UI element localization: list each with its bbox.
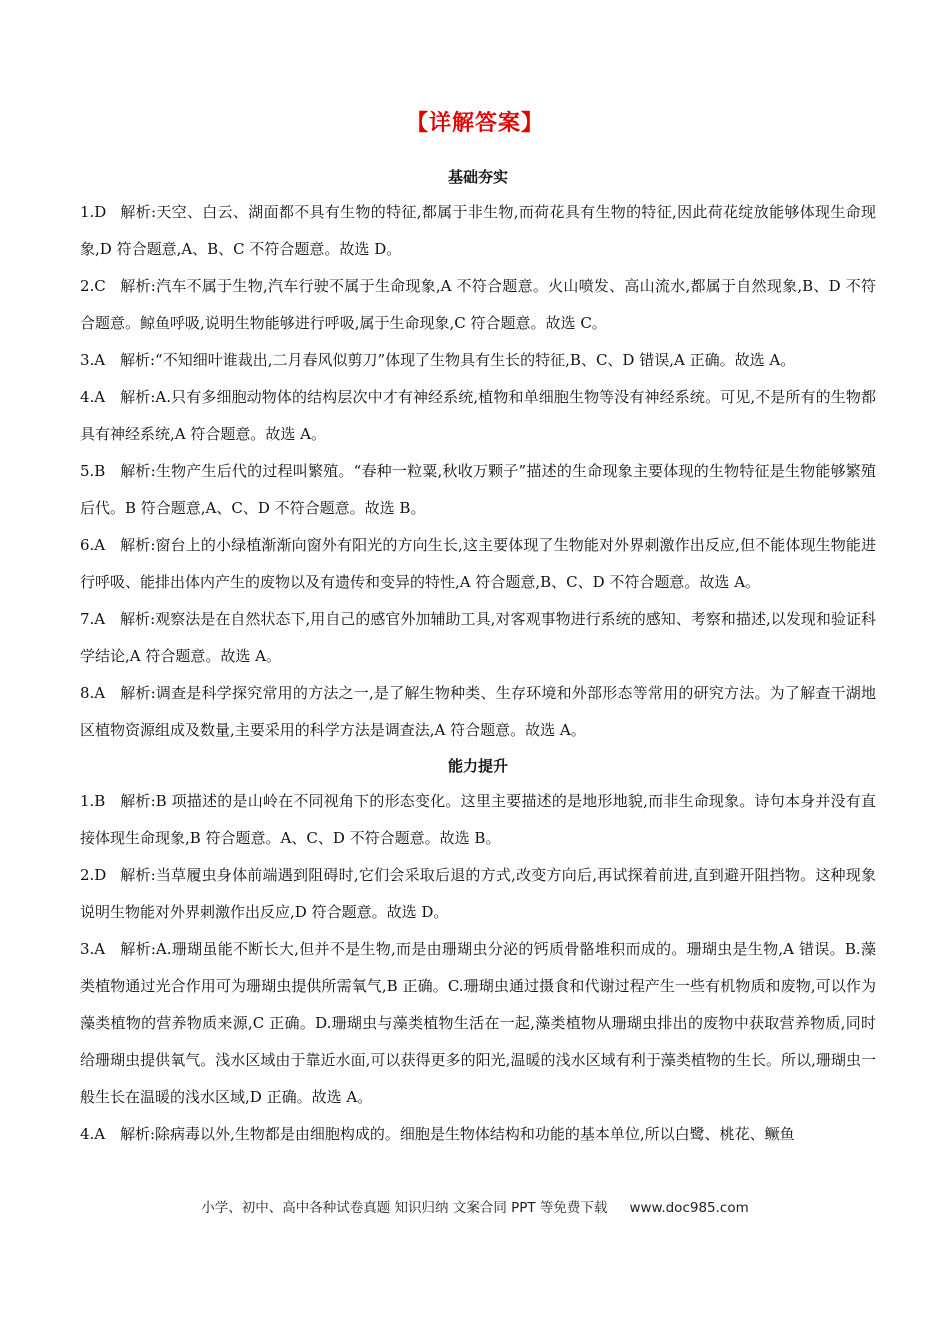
answer-text: 解析:天空、白云、湖面都不具有生物的特征,都属于非生物,而荷花具有生物的特征,因此荷花绽放能够体现生命现象,D 符合题意,A、B、C 不符合题意。故选 D。 [80, 203, 876, 258]
section-basic [80, 160, 876, 749]
answer-text: 解析:“不知细叶谁裁出,二月春风似剪刀”体现了生物具有生长的特征,B、C、D 错误,A 正确。故选 A。 [120, 351, 796, 369]
section-heading: 基础夯实 [447, 168, 508, 186]
answer-number: 1.D [80, 203, 107, 221]
answer-number: 4.A [80, 1125, 106, 1143]
answer-text: 解析:观察法是在自然状态下,用自己的感官外加辅助工具,对客观事物进行系统的感知、考察和描述,以发现和验证科学结论,A 符合题意。故选 A。 [80, 610, 876, 665]
answer-number: 2.C [80, 277, 106, 295]
answer-number: 3.A [80, 940, 106, 958]
answer-text: 解析:汽车不属于生物,汽车行驶不属于生命现象,A 不符合题意。火山喷发、高山流水,都属于自然现象,B、D 不符合题意。鲸鱼呼吸,说明生物能够进行呼吸,属于生命现象,C 符合题意。故选 C。 [80, 277, 876, 332]
answer-item [80, 268, 876, 342]
answer-item [80, 857, 876, 931]
answer-text: 解析:B 项描述的是山岭在不同视角下的形态变化。这里主要描述的是地形地貌,而非生命现象。诗句本身并没有直接体现生命现象,B 符合题意。A、C、D 不符合题意。故选 B。 [80, 792, 876, 847]
answer-text: 解析:当草履虫身体前端遇到阻碍时,它们会采取后退的方式,改变方向后,再试探着前进,直到避开阻挡物。这种现象说明生物能对外界刺激作出反应,D 符合题意。故选 D。 [80, 866, 876, 921]
answer-number: 4.A [80, 388, 106, 406]
answer-text: 解析:A.只有多细胞动物体的结构层次中才有神经系统,植物和单细胞生物等没有神经系统。可见,不是所有的生物都具有神经系统,A 符合题意。故选 A。 [80, 388, 876, 443]
answer-item [80, 342, 876, 379]
answer-text: 解析:调查是科学探究常用的方法之一,是了解生物种类、生存环境和外部形态等常用的研究方法。为了解查干湖地区植物资源组成及数量,主要采用的科学方法是调查法,A 符合题意。故选 A。 [80, 684, 876, 739]
answer-number: 7.A [80, 610, 106, 628]
answer-number: 8.A [80, 684, 106, 702]
answer-item [80, 1116, 876, 1153]
document-content [80, 160, 876, 1153]
answer-item [80, 453, 876, 527]
answer-item [80, 194, 876, 268]
answer-number: 6.A [80, 536, 106, 554]
answer-item [80, 527, 876, 601]
answer-text: 解析:窗台上的小绿植渐渐向窗外有阳光的方向生长,这主要体现了生物能对外界刺激作出反应,但不能体现生物能进行呼吸、能排出体内产生的废物以及有遗传和变异的特性,A 符合题意,B、C、D 不符合题意。故选 A。 [80, 536, 876, 591]
page-footer [0, 1196, 950, 1216]
answer-item [80, 675, 876, 749]
answer-item [80, 379, 876, 453]
footer-site-link[interactable]: www.doc985.com [629, 1200, 749, 1216]
answer-item [80, 931, 876, 1116]
footer-text: 小学、初中、高中各种试卷真题 知识归纳 文案合同 PPT 等免费下载 [201, 1200, 608, 1216]
answer-text: 解析:A.珊瑚虽能不断长大,但并不是生物,而是由珊瑚虫分泌的钙质骨骼堆积而成的。珊瑚虫是生物,A 错误。B.藻类植物通过光合作用可为珊瑚虫提供所需氧气,B 正确。C.珊瑚虫通过摄食和代谢过程产生一些有机物质和废物,可以作为藻类植物的营养物质来源,C 正确。D.珊瑚虫与藻类植物生活在一起,藻类植物从珊瑚虫排出的废物中获取营养物质,同时给珊瑚虫提供氧气。浅水区域由于靠近水面,可以获得更多的阳光,温暖的浅水区域有利于藻类植物的生长。所以,珊瑚虫一般生长在温暖的浅水区域,D 正确。故选 A。 [80, 940, 876, 1106]
answer-text: 解析:除病毒以外,生物都是由细胞构成的。细胞是生物体结构和功能的基本单位,所以白鹭、桃花、鳜鱼 [120, 1125, 795, 1143]
answer-text: 解析:生物产生后代的过程叫繁殖。“春种一粒粟,秋收万颗子”描述的生命现象主要体现的生物特征是生物能够繁殖后代。B 符合题意,A、C、D 不符合题意。故选 B。 [80, 462, 876, 517]
answer-number: 2.D [80, 866, 107, 884]
answer-item [80, 783, 876, 857]
document-title: 【详解答案】 [405, 111, 544, 136]
section-advanced [80, 749, 876, 1153]
answer-number: 3.A [80, 351, 106, 369]
answer-number: 1.B [80, 792, 106, 810]
answer-item [80, 601, 876, 675]
answer-number: 5.B [80, 462, 106, 480]
section-heading: 能力提升 [447, 757, 508, 775]
